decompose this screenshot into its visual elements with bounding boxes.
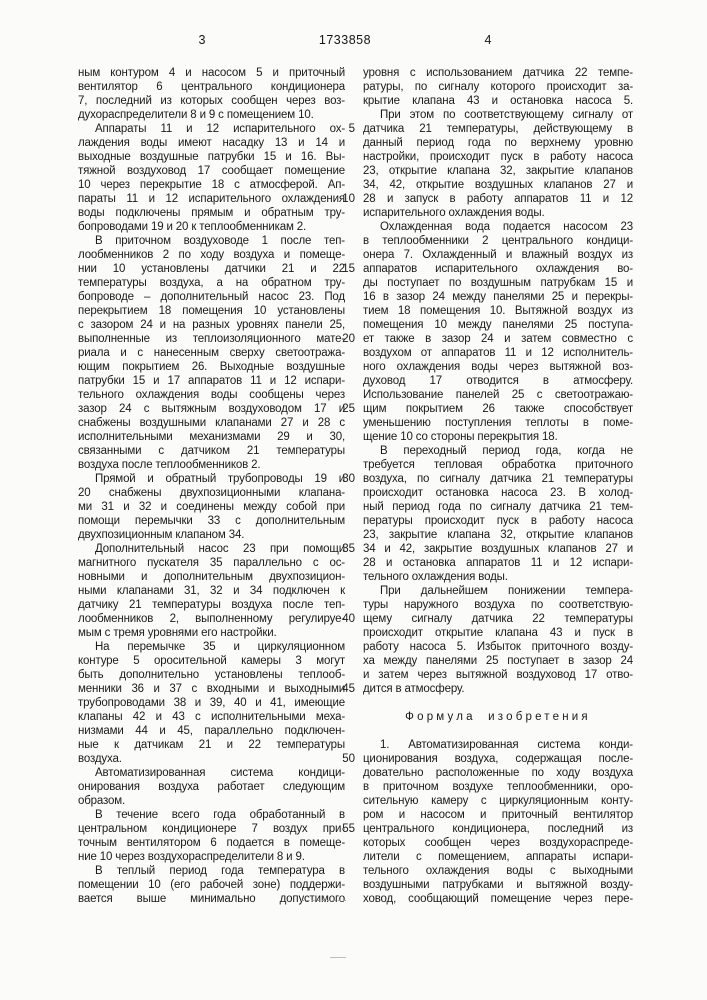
text-line: воды подключены прямым и обратным тру-: [78, 207, 345, 219]
text-line: работу насоса 5. Избыток приточного возду-: [363, 641, 633, 653]
line-number: 25: [342, 403, 355, 415]
text-line: довательно расположенные по ходу воздуха: [363, 767, 633, 779]
text-line: происходит остановка насоса 23. В холод-: [363, 487, 633, 499]
text-line: ром и насосом и приточный вентилятор: [363, 809, 633, 821]
text-line: Аппараты 11 и 12 испарительного ох-: [95, 123, 345, 135]
page-number-left: 3: [198, 33, 206, 47]
text-line: риала и с нанесенным сверху светоотража-: [78, 347, 345, 359]
text-line: лообменников 2, выполненному регулируе-: [78, 613, 345, 625]
text-line: зазор 24 с вытяжным воздуховодом 17 и: [78, 403, 345, 415]
text-line: помещения 10 между панелями 25 поступа-: [363, 319, 633, 331]
text-line: пературы происходит пуск в работу насоса: [363, 515, 633, 527]
text-line: [363, 696, 633, 710]
text-line: требуется тепловая обработка приточного: [363, 459, 633, 471]
text-line: онера 7. Охлажденный и влажный воздух из: [363, 249, 633, 261]
text-line: Использование панелей 25 с светоотражаю-: [363, 389, 633, 401]
text-line: ные к датчикам 21 и 22 температуры: [78, 739, 345, 751]
text-line: менники 36 и 37 с входными и выходными: [78, 683, 345, 695]
line-number: 5: [348, 123, 355, 135]
line-number: 45: [342, 683, 355, 695]
line-number: 15: [342, 263, 355, 275]
text-line: вентилятор 6 центрального кондиционера: [78, 81, 345, 93]
text-line: При дальнейшем понижении темпера-: [380, 585, 633, 597]
text-line: уровня с использованием датчика 22 темпе-: [363, 67, 633, 79]
text-line: ными клапанами 31, 32 и 34 подключен к: [78, 585, 345, 597]
text-line: которых сообщен через воздухораспреде-: [363, 837, 633, 849]
text-line: На перемычке 35 и циркуляционном: [95, 641, 345, 653]
text-line: и затем через вытяжной воздуховод 17 отво-: [363, 669, 633, 681]
line-number: 35: [342, 543, 355, 555]
text-line: щение 10 со стороны перекрытия 18.: [363, 431, 558, 443]
text-line: точным вентилятором 6 подается в помеще-: [78, 837, 345, 849]
text-line: дится в атмосферу.: [363, 683, 465, 695]
text-line: центральном кондиционере 7 воздух при-: [78, 823, 345, 835]
text-line: [363, 724, 633, 738]
text-line: ным контуром 4 и насосом 5 и приточный: [78, 67, 345, 79]
text-line: ющим покрытием 26. Выходные воздушные: [78, 361, 345, 373]
text-line: с зазором 24 и на разных уровнях панели 25,: [78, 319, 345, 331]
text-line: 23, открытие клапана 32, закрытие клапанов: [363, 165, 633, 177]
text-line: воздуха после теплообменников 2.: [78, 459, 261, 471]
text-line: центрального кондиционера, последний из: [363, 823, 633, 835]
text-line: температуры воздуха, а на обратном тру-: [78, 277, 345, 289]
text-line: В приточном воздуховоде 1 после теп-: [95, 235, 345, 247]
text-line: туры наружного воздуха по соответствую-: [363, 599, 633, 611]
text-line: контуре 5 оросительной камеры 3 могут: [78, 655, 345, 667]
text-line: щему сигналу датчика 22 температуры: [363, 613, 633, 625]
text-line: В течение всего года обработанный в: [95, 809, 345, 821]
text-line: ховод, сообщающий помещение через пере-: [363, 893, 633, 905]
text-line: Прямой и обратный трубопроводы 19 и: [95, 473, 345, 485]
text-line: В теплый период года температура в: [95, 865, 345, 877]
text-line: тием 18 помещения 10. Вытяжной воздух из: [363, 305, 633, 317]
text-line: ние 10 через воздухораспределители 8 и 9.: [78, 851, 305, 863]
text-line: 20 снабжены двухпозиционными клапана-: [78, 487, 345, 499]
text-line: вается выше минимально допустимого: [78, 893, 345, 905]
text-line: датчика 21 температуры, действующему в: [363, 123, 633, 135]
text-line: перекрытием 18 помещения 10 установлены: [78, 305, 345, 317]
text-line: ды поступает по воздушным патрубкам 15 и: [363, 277, 633, 289]
line-number: 30: [342, 473, 355, 485]
text-line: ми 31 и 32 и соединены между собой при: [78, 501, 345, 513]
text-line: 10 через перекрытие 18 с атмосферой. Ап-: [78, 179, 345, 191]
text-line: аппаратов испарительного охлаждения во-: [363, 263, 633, 275]
line-number-gutter: [334, 66, 358, 936]
text-line: помещении 10 (его рабочей зоне) поддержи-: [78, 879, 345, 891]
line-number: 55: [342, 823, 355, 835]
text-line: магнитного пускателя 35 параллельно с ос-: [78, 557, 345, 569]
text-line: бопроводами 19 и 20 к теплообменникам 2.: [78, 221, 307, 233]
text-line: В переходный период года, когда не: [380, 445, 633, 457]
text-line: ного охлаждения воды через вытяжной воз-: [363, 361, 633, 373]
text-line: клапаны 42 и 43 с исполнительными меха-: [78, 711, 345, 723]
text-line: бопроводе – дополнительный насос 23. Под: [78, 291, 345, 303]
text-line: новными и дополнительным двухпозицион-: [78, 571, 345, 583]
text-line: воздуха, по сигналу датчика 21 температуры: [363, 473, 633, 485]
line-number: 50: [342, 753, 355, 765]
text-line: помощи перемычки 33 с дополнительным: [78, 515, 345, 527]
text-line: воздухом от аппаратов 11 и 12 исполнитель-: [363, 347, 633, 359]
text-line: быть дополнительно установлены теплооб-: [78, 669, 345, 681]
text-line: мым с тремя уровнями его настройки.: [78, 627, 277, 639]
text-line: тельного охлаждения воды.: [363, 571, 508, 583]
text-line: 34, 42, открытие воздушных клапанов 27 и: [363, 179, 633, 191]
text-line: 34 и 42, закрытие воздушных клапанов 27 и: [363, 543, 633, 555]
text-line: Автоматизированная система кондици-: [95, 767, 345, 779]
text-line: лообменников 2 по ходу воздуха и помеще-: [78, 249, 345, 261]
text-line: нии 10 установлены датчики 21 и 22: [78, 263, 345, 275]
text-line: исполнительными механизмами 29 и 30,: [78, 431, 345, 443]
text-line: 1. Автоматизированная система конди-: [380, 739, 633, 751]
line-number: 20: [342, 333, 355, 345]
text-line: 28 и запуск в работу аппаратов 11 и 12: [363, 193, 633, 205]
text-line: духораспределители 8 и 9 с помещением 10.: [78, 109, 314, 121]
text-line: ционирования воздуха, содержащая после-: [363, 753, 633, 765]
text-line: в теплообменники 2 центрального кондици-: [363, 235, 633, 247]
text-line: 16 в зазор 24 между панелями 25 и перекры-: [363, 291, 633, 303]
text-line: При этом по соответствующему сигналу от: [380, 109, 633, 121]
text-line: 28 и остановка аппаратов 11 и 12 испари-: [363, 557, 633, 569]
text-line: настройки, происходит пуск в работу насоса: [363, 151, 633, 163]
text-line: ратуры, по сигналу которого происходит за-: [363, 81, 633, 93]
text-line: низмами 44 и 45, параллельно подключен-: [78, 725, 345, 737]
text-line: духовод 17 отводится в атмосферу.: [363, 375, 633, 387]
section-heading: Формула изобретения: [405, 711, 591, 723]
text-line: происходит открытие клапана 43 и пуск в: [363, 627, 633, 639]
text-line: трубопроводами 38 и 39, 40 и 41, имеющие: [78, 697, 345, 709]
text-line: образом.: [78, 795, 126, 807]
page-number-right: 4: [484, 33, 492, 47]
text-line: онирования воздуха работает следующим: [78, 781, 345, 793]
text-line: в приточном воздухе теплообменники, оро-: [363, 781, 633, 793]
text-line: воздушными патрубками и вытяжной возду-: [363, 879, 633, 891]
text-line: снабжены воздушными клапанами 27 и 28 с: [78, 417, 345, 429]
text-line: связанными с датчиком 21 температуры: [78, 445, 345, 457]
text-line: параты 11 и 12 испарительного охлаждения: [78, 193, 345, 205]
text-line: 23, закрытие клапана 32, открытие клапанов: [363, 529, 633, 541]
text-line: ет также в зазор 24 и затем совместно с: [363, 333, 633, 345]
text-line: лители с помещением, аппараты испари-: [363, 851, 633, 863]
text-line: Дополнительный насос 23 при помощи: [95, 543, 345, 555]
text-line: ха между панелями 25 поступает в зазор 24: [363, 655, 633, 667]
text-line: 7, последний из которых сообщен через воз-: [78, 95, 345, 107]
text-line: выполненные из теплоизоляционного мате-: [78, 333, 345, 345]
text-line: лаждения воды имеют насадку 13 и 14 и: [78, 137, 345, 149]
text-line: датчику 21 температуры воздуха после теп-: [78, 599, 345, 611]
text-line: испарительного охлаждения воды.: [363, 207, 545, 219]
text-line: тяжной воздуховод 17 сообщает помещение: [78, 165, 345, 177]
scan-artifact: [330, 957, 346, 958]
line-number: 10: [342, 193, 355, 205]
text-line: ный период года по сигналу датчика 21 тем-: [363, 501, 633, 513]
text-line: двухпозиционным клапаном 34.: [78, 529, 245, 541]
text-line: сительную камеру с циркуляционным конту-: [363, 795, 633, 807]
text-line: уменьшению поступления теплоты в поме-: [363, 417, 633, 429]
text-line: крытие клапана 43 и остановка насоса 5.: [363, 95, 633, 107]
text-line: тельного охлаждения воды с выходными: [363, 865, 633, 877]
text-line: патрубки 15 и 17 аппаратов 11 и 12 испари-: [78, 375, 345, 387]
text-line: данный период года по верхнему уровню: [363, 137, 633, 149]
text-line: выходные воздушные патрубки 15 и 16. Вы-: [78, 151, 345, 163]
scan-artifact: [301, 900, 346, 901]
text-line: тельного охлаждения воды сообщены через: [78, 389, 345, 401]
text-line: воздуха.: [78, 753, 122, 765]
right-column: [363, 66, 633, 906]
text-line: Охлажденная вода подается насосом 23: [380, 221, 633, 233]
left-column: [78, 66, 345, 906]
patent-number: 1733858: [318, 33, 372, 47]
text-line: щим покрытием 26 также способствует: [363, 403, 633, 415]
line-number: 40: [342, 613, 355, 625]
